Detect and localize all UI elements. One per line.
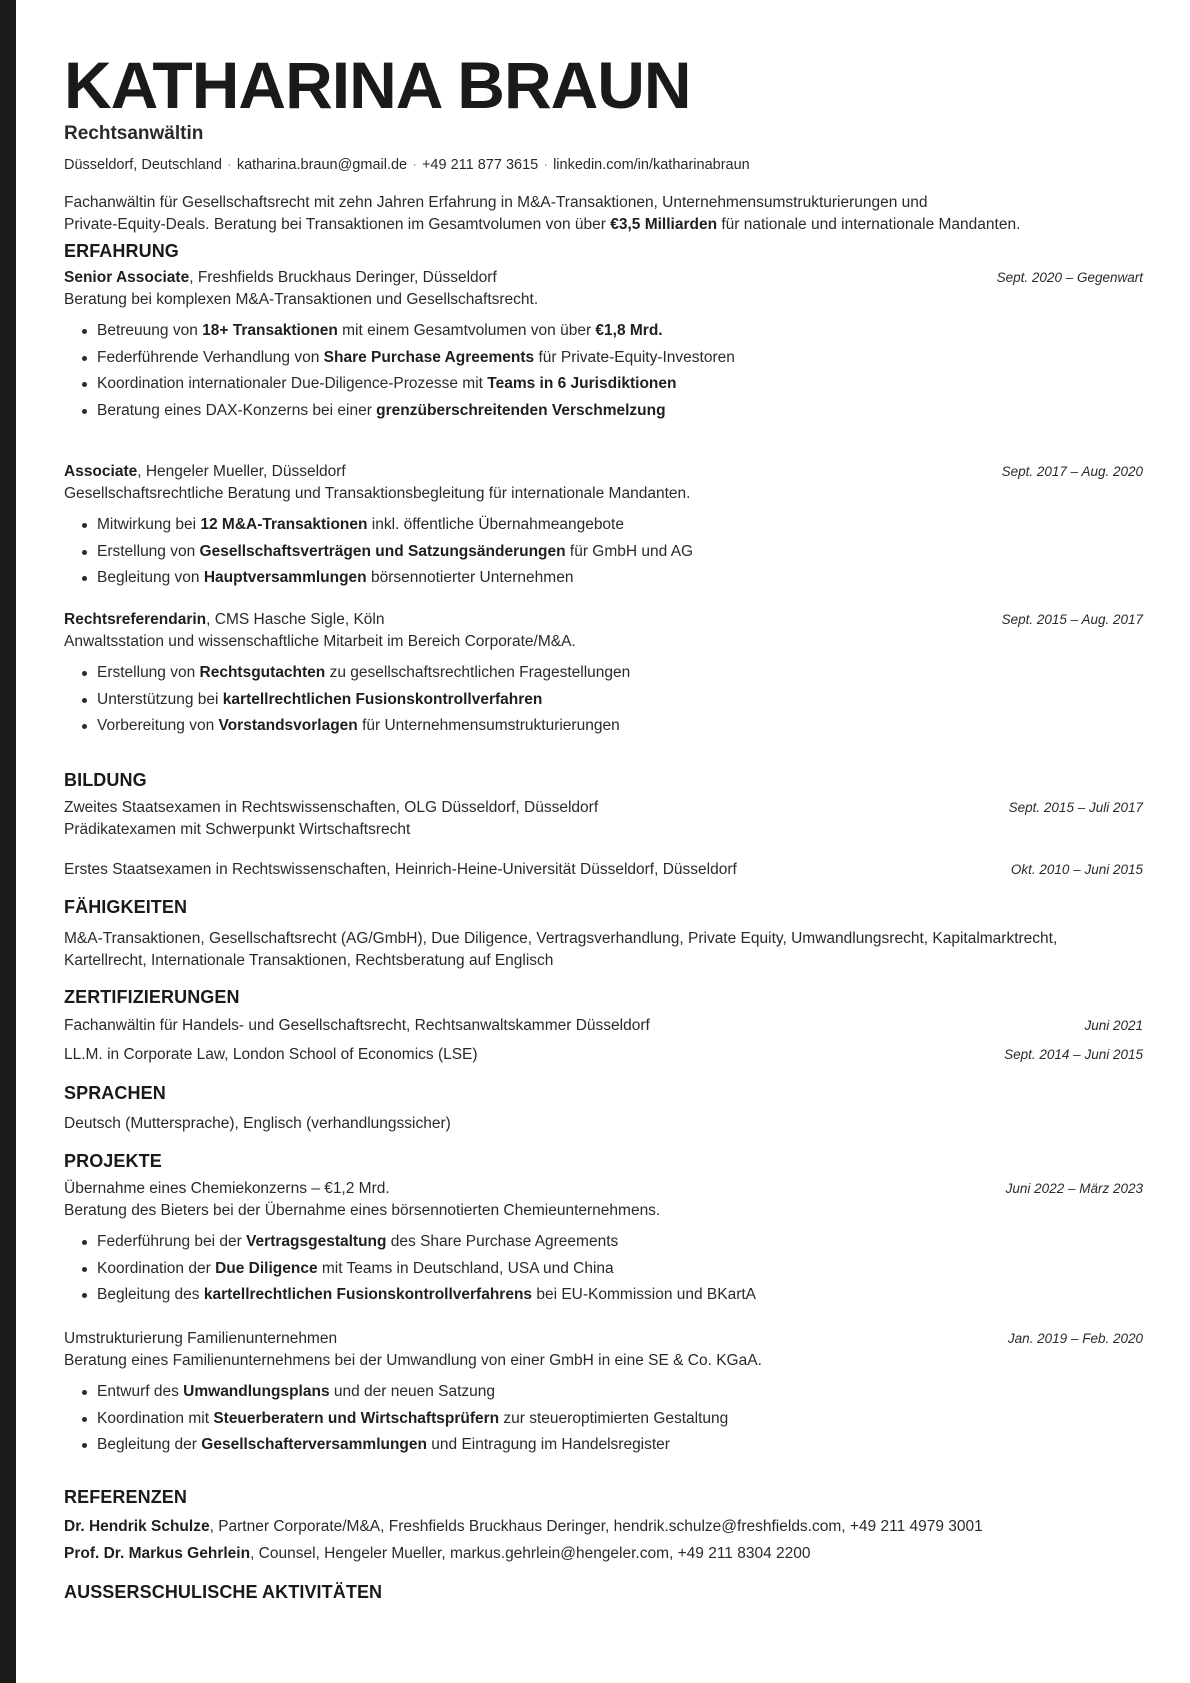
job-date: Sept. 2015 – Aug. 2017 [1001,612,1143,627]
side-accent-bar [0,0,16,1683]
job-title-line: Senior Associate, Freshfields Bruckhaus Deringer, Düsseldorf [64,269,497,286]
bullet-item: Erstellung von Rechtsgutachten zu gesellschaftsrechtlichen Fragestellungen [64,660,1143,687]
certification-entry [64,1046,1143,1064]
project-title: Übernahme eines Chemiekonzerns – €1,2 Mrd. [64,1180,390,1197]
bullet-item: Beratung eines DAX-Konzerns bei einer grenzüberschreitenden Verschmelzung [64,398,1143,425]
reference-entry: Prof. Dr. Markus Gehrlein, Counsel, Hengeler Mueller, markus.gehrlein@hengeler.com, +49 211 8304 2200 [64,1545,811,1562]
bullet-item: Erstellung von Gesellschaftsverträgen und Satzungsänderungen für GmbH und AG [64,539,1143,566]
education-entry [64,799,1143,839]
certification-date: Sept. 2014 – Juni 2015 [1004,1047,1143,1062]
candidate-title: Rechtsanwältin [64,123,204,144]
education-entry [64,861,1143,879]
job-date: Sept. 2017 – Aug. 2020 [1001,464,1143,479]
project-bullets [64,1379,1143,1459]
bullet-item: Entwurf des Umwandlungsplans und der neuen Satzung [64,1379,1143,1406]
bullet-item: Unterstützung bei kartellrechtlichen Fusionskontrollverfahren [64,687,1143,714]
education-date: Okt. 2010 – Juni 2015 [1010,862,1143,877]
project-date: Jan. 2019 – Feb. 2020 [1007,1331,1143,1346]
education-date: Sept. 2015 – Juli 2017 [1008,800,1143,815]
job-description: Anwaltsstation und wissenschaftliche Mitarbeit im Bereich Corporate/M&A. [64,633,576,650]
skills-list: M&A-Transaktionen, Gesellschaftsrecht (AG/GmbH), Due Diligence, Vertragsverhandlung, Private Equity, Umwandlungsrecht, Kapitalmarktrecht, Kartellrecht, Internationale Transaktionen, Rechtsberatung auf Englisch [64,930,1058,969]
certification-entry [64,1017,1143,1035]
job-entry [64,463,1143,592]
bullet-item: Mitwirkung bei 12 M&A-Transaktionen inkl. öffentliche Übernahmeangebote [64,512,1143,539]
project-title: Umstrukturierung Familienunternehmen [64,1330,338,1347]
education-note: Prädikatexamen mit Schwerpunkt Wirtschaftsrecht [64,821,411,838]
bullet-item: Begleitung des kartellrechtlichen Fusionskontrollverfahrens bei EU-Kommission und BKartA [64,1282,1143,1309]
languages-text: Deutsch (Muttersprache), Englisch (verhandlungssicher) [64,1115,451,1132]
project-entry [64,1180,1143,1309]
reference-entry: Dr. Hendrik Schulze, Partner Corporate/M&A, Freshfields Bruckhaus Deringer, hendrik.schulze@freshfields.com, +49 211 4979 3001 [64,1518,983,1535]
bullet-item: Betreuung von 18+ Transaktionen mit einem Gesamtvolumen von über €1,8 Mrd. [64,318,1143,345]
section-heading-education: BILDUNG [64,770,147,790]
contact-separator: · [226,157,232,173]
section-heading-projects: PROJEKTE [64,1151,162,1171]
profile-summary [64,192,1143,236]
contact-location: Düsseldorf, Deutschland [64,157,222,173]
job-header [64,269,1143,287]
job-description: Beratung bei komplexen M&A-Transaktionen und Gesellschaftsrecht. [64,291,539,308]
bullet-item: Vorbereitung von Vorstandsvorlagen für Unternehmensumstrukturierungen [64,713,1143,740]
project-description: Beratung eines Familienunternehmens bei der Umwandlung von einer GmbH in eine SE & Co. KGaA. [64,1352,762,1369]
certification-title: LL.M. in Corporate Law, London School of Economics (LSE) [64,1046,478,1063]
bullet-item: Koordination mit Steuerberatern und Wirtschaftsprüfern zur steueroptimierten Gestaltung [64,1406,1143,1433]
job-header [64,463,1143,481]
bullet-item: Koordination internationaler Due-Diligence-Prozesse mit Teams in 6 Jurisdiktionen [64,371,1143,398]
section-heading-references: REFERENZEN [64,1487,188,1507]
section-heading-languages: SPRACHEN [64,1083,166,1103]
job-date: Sept. 2020 – Gegenwart [996,270,1143,285]
candidate-name: KATHARINA BRAUN [64,48,691,122]
job-title-line: Associate, Hengeler Mueller, Düsseldorf [64,463,346,480]
bullet-item: Begleitung der Gesellschafterversammlungen und Eintragung im Handelsregister [64,1432,1143,1459]
summary-line: Fachanwältin für Gesellschaftsrecht mit zehn Jahren Erfahrung in M&A-Transaktionen, Unternehmensumstrukturierungen und [64,194,928,211]
job-entry [64,269,1143,424]
project-bullets [64,1229,1143,1309]
job-bullets [64,318,1143,424]
section-heading-experience: ERFAHRUNG [64,241,179,261]
certification-title: Fachanwältin für Handels- und Gesellschaftsrecht, Rechtsanwaltskammer Düsseldorf [64,1017,650,1034]
bullet-item: Federführung bei der Vertragsgestaltung des Share Purchase Agreements [64,1229,1143,1256]
bullet-item: Begleitung von Hauptversammlungen börsennotierter Unternehmen [64,565,1143,592]
project-entry [64,1330,1143,1459]
bullet-item: Koordination der Due Diligence mit Teams in Deutschland, USA und China [64,1256,1143,1283]
job-header [64,611,1143,629]
job-title-line: Rechtsreferendarin, CMS Hasche Sigle, Köln [64,611,385,628]
project-date: Juni 2022 – März 2023 [1005,1181,1143,1196]
section-heading-certifications: ZERTIFIZIERUNGEN [64,987,240,1007]
bullet-item: Federführende Verhandlung von Share Purchase Agreements für Private-Equity-Investoren [64,345,1143,372]
contact-separator: · [543,157,549,173]
contact-separator: · [412,157,417,173]
education-title: Zweites Staatsexamen in Rechtswissenschaften, OLG Düsseldorf, Düsseldorf [64,799,599,816]
job-bullets [64,660,1143,740]
contact-line [64,157,750,173]
summary-line: Private-Equity-Deals. Beratung bei Transaktionen im Gesamtvolumen von über €3,5 Milliarden für nationale und internationale Mandanten. [64,216,1021,233]
education-title: Erstes Staatsexamen in Rechtswissenschaften, Heinrich-Heine-Universität Düsseldorf, Düsseldorf [64,861,737,878]
certification-date: Juni 2021 [1084,1018,1143,1033]
contact-phone[interactable]: +49 211 877 3615 [421,157,539,173]
project-description: Beratung des Bieters bei der Übernahme eines börsennotierten Chemieunternehmens. [64,1202,661,1219]
job-entry [64,611,1143,740]
job-bullets [64,512,1143,592]
section-heading-skills: FÄHIGKEITEN [64,897,188,917]
job-description: Gesellschaftsrechtliche Beratung und Transaktionsbegleitung für internationale Mandanten. [64,485,691,502]
contact-linkedin[interactable]: linkedin.com/in/katharinabraun [553,157,750,173]
contact-email[interactable]: katharina.braun@gmail.de [236,157,408,173]
section-heading-activities: AUSSERSCHULISCHE AKTIVITÄTEN [64,1582,383,1602]
